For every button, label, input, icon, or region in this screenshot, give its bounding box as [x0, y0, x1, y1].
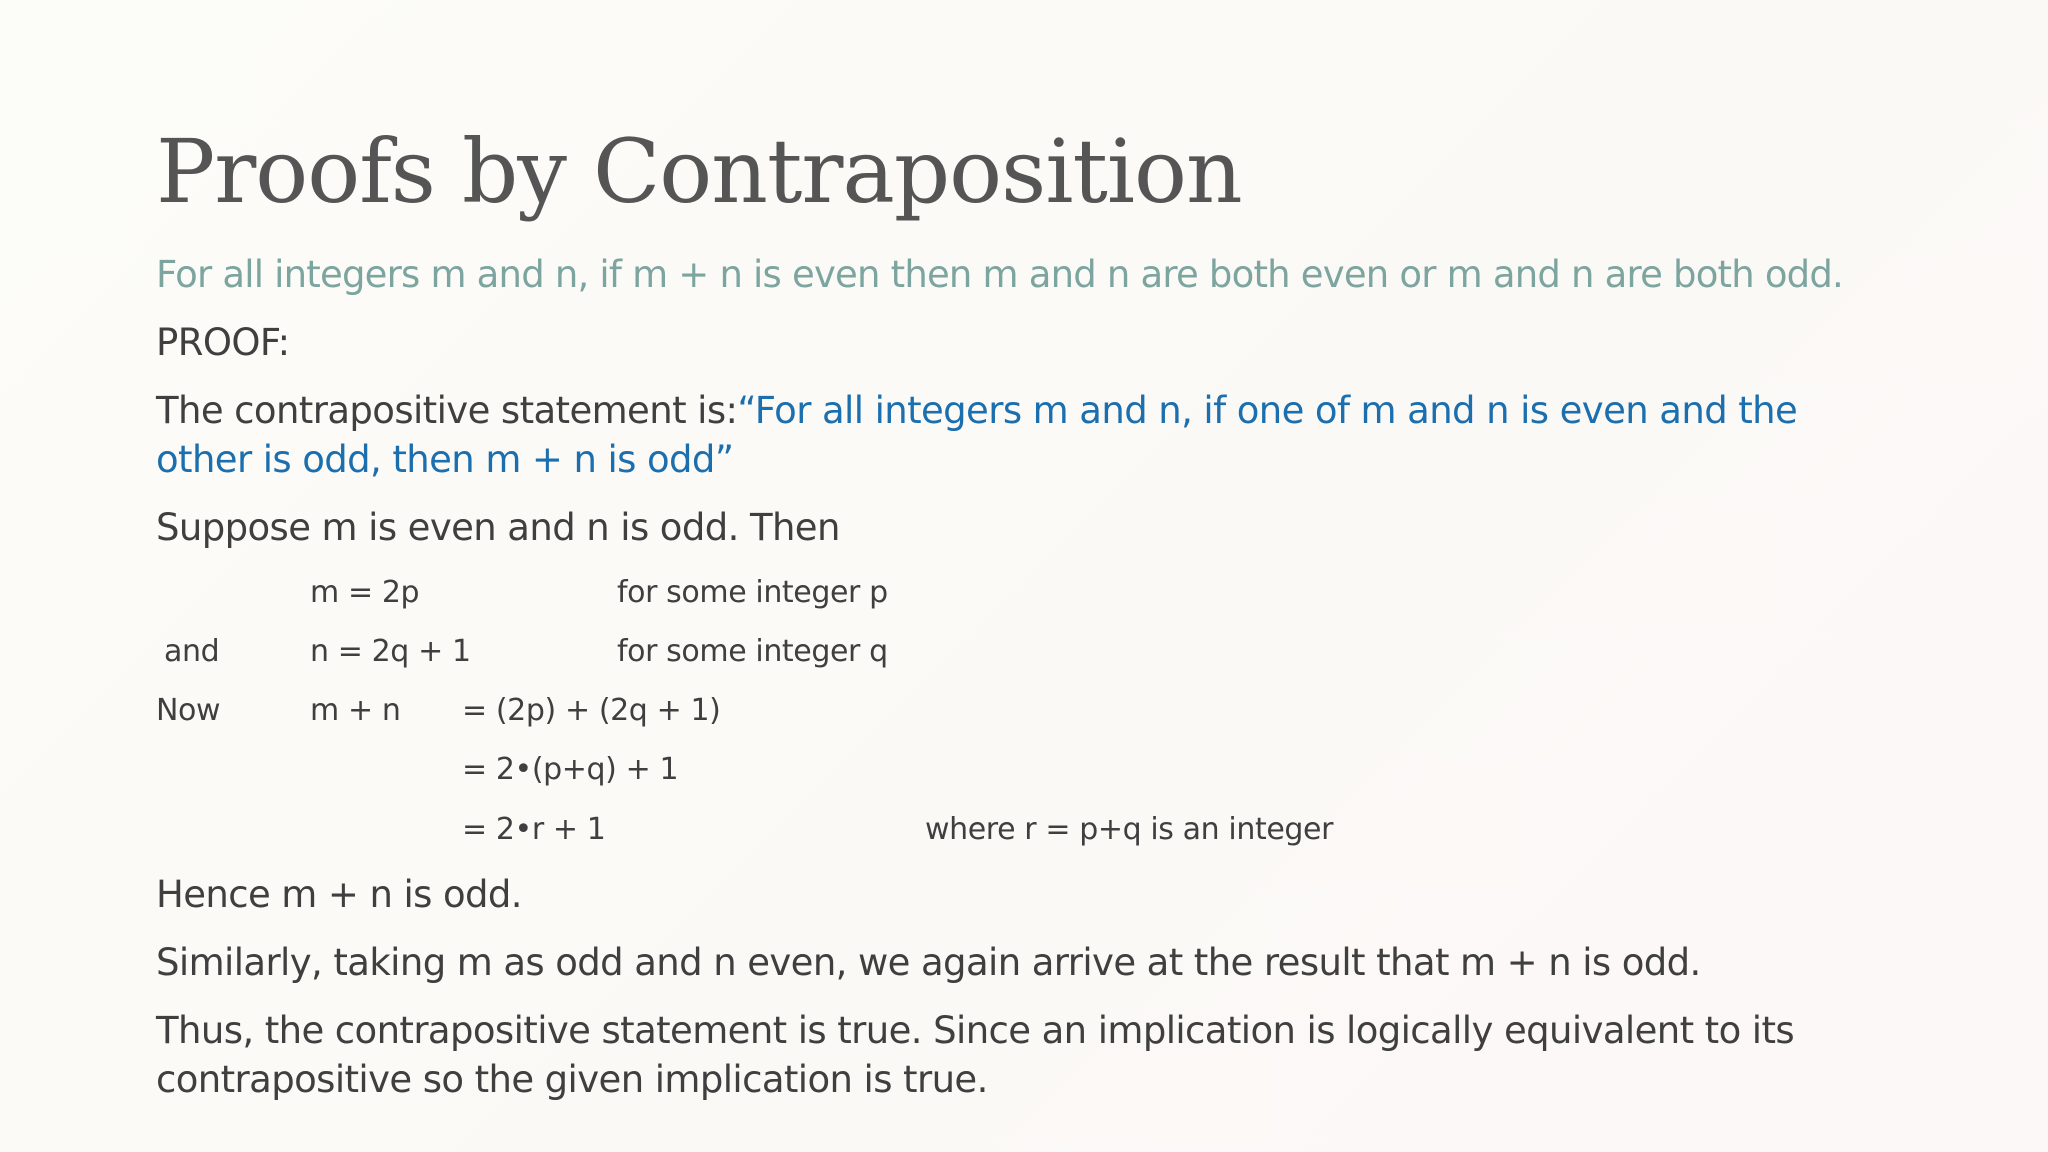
proof-label: PROOF:: [156, 321, 290, 364]
contrapositive-quote-line1: “For all integers m and n, if one of m and n is even and the: [737, 389, 1798, 432]
step1-note: for some integer p: [617, 575, 888, 610]
similarly-line: Similarly, taking m as odd and n even, we again arrive at the result that m + n is odd.: [156, 941, 1701, 984]
step3-rhs: = (2p) + (2q + 1): [462, 693, 721, 728]
step5-rhs: = 2•r + 1: [462, 812, 606, 847]
step4-rhs: = 2•(p+q) + 1: [462, 752, 679, 787]
step2-lhs: n = 2q + 1: [310, 634, 471, 669]
hence-line: Hence m + n is odd.: [156, 873, 522, 916]
step2-word: and: [164, 634, 220, 669]
theorem-statement: For all integers m and n, if m + n is even then m and n are both even or m and n are both odd.: [156, 253, 1844, 296]
step5-note: where r = p+q is an integer: [925, 812, 1334, 847]
step1-lhs: m = 2p: [310, 575, 420, 610]
suppose-line: Suppose m is even and n is odd. Then: [156, 506, 840, 549]
slide-title: Proofs by Contraposition: [156, 120, 1242, 223]
contrapositive-quote-line2: other is odd, then m + n is odd”: [156, 438, 734, 481]
conclusion-line1: Thus, the contrapositive statement is true. Since an implication is logically equivalent to its: [156, 1009, 1795, 1052]
contrapositive-prefix: The contrapositive statement is:: [156, 389, 738, 432]
step3-lhs: m + n: [310, 693, 401, 728]
step3-word: Now: [156, 693, 221, 728]
step2-note: for some integer q: [617, 634, 888, 669]
conclusion-line2: contrapositive so the given implication is true.: [156, 1058, 988, 1101]
contrapositive-statement: [156, 386, 1797, 435]
